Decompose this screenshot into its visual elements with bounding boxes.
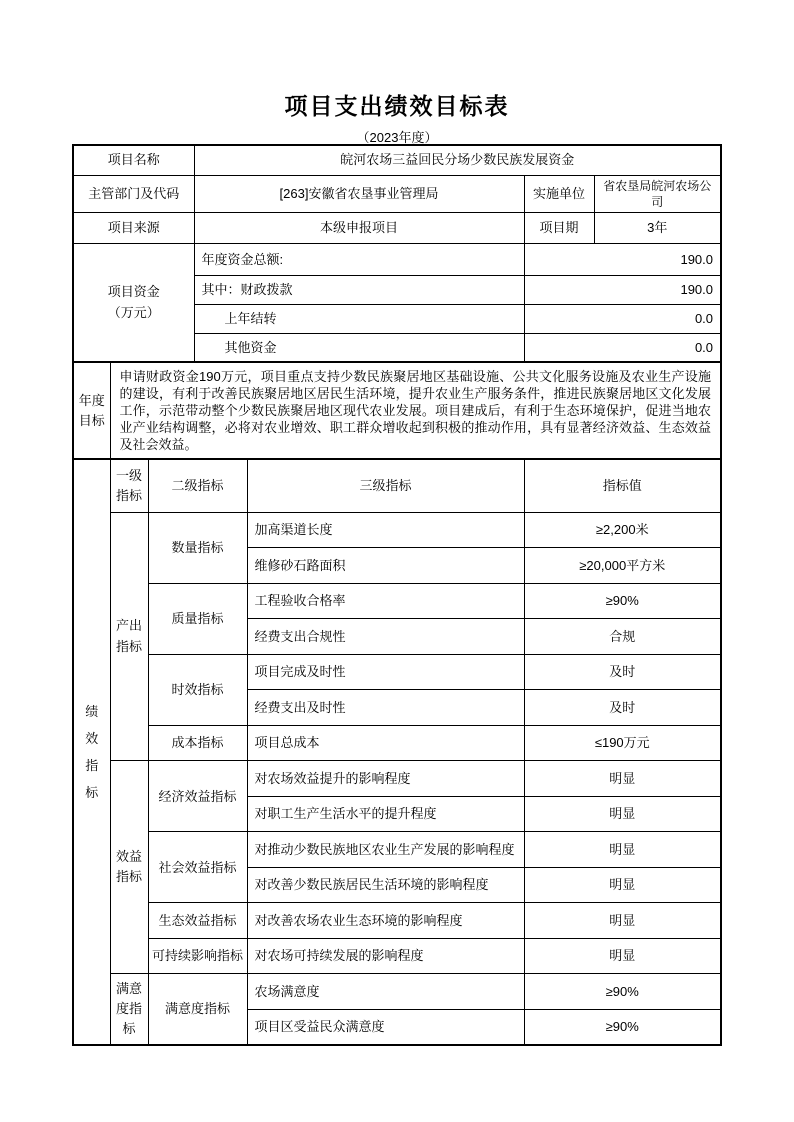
level2-cell: 生态效益指标 — [148, 903, 247, 939]
level2-cell: 质量指标 — [148, 583, 247, 654]
funding-item-cell: 上年结转 — [194, 304, 524, 333]
page-subtitle: （2023年度） — [356, 130, 438, 145]
level3-cell: 项目区受益民众满意度 — [247, 1009, 524, 1045]
level2-cell: 满意度指标 — [148, 974, 247, 1045]
level3-cell: 对改善少数民族居民生活环境的影响程度 — [247, 867, 524, 903]
table-row — [73, 175, 721, 212]
funding-value-cell: 190.0 — [524, 275, 721, 304]
table-row — [73, 145, 721, 175]
table-row — [73, 583, 721, 619]
info-label-cell: 项目来源 — [73, 212, 194, 243]
level2-cell: 社会效益指标 — [148, 832, 247, 903]
funding-label-cell — [73, 243, 194, 362]
level3-cell: 对职工生产生活水平的提升程度 — [247, 796, 524, 832]
indicator-value-cell: 明显 — [524, 867, 721, 903]
info-value-cell: 3年 — [594, 212, 721, 243]
table-row — [73, 903, 721, 939]
info-value-cell: 本级申报项目 — [194, 212, 524, 243]
form-tables — [72, 144, 720, 1046]
page-title: 项目支出绩效目标表 — [284, 93, 510, 119]
info-label-cell: 项目期 — [524, 212, 594, 243]
header-value: 指标值 — [524, 459, 721, 512]
indicator-value-cell: 合规 — [524, 619, 721, 655]
annual-goal-table — [72, 361, 722, 460]
wrapped-label: 产出指标 — [115, 618, 142, 654]
level3-cell: 经费支出合规性 — [247, 619, 524, 655]
level2-cell: 成本指标 — [148, 725, 247, 761]
indicators-table — [72, 458, 722, 1046]
indicator-value-cell: ≤190万元 — [524, 725, 721, 761]
level3-cell: 加高渠道长度 — [247, 512, 524, 548]
level2-cell: 数量指标 — [148, 512, 247, 583]
info-value-cell: 皖河农场三益回民分场少数民族发展资金 — [194, 145, 721, 175]
annual-goal-label-cell — [73, 362, 110, 459]
level1-cell — [110, 761, 148, 974]
level3-cell: 经费支出及时性 — [247, 690, 524, 726]
level3-cell: 项目完成及时性 — [247, 654, 524, 690]
funding-item-cell: 其他资金 — [194, 333, 524, 362]
indicator-value-cell: 明显 — [524, 938, 721, 974]
header-level2: 二级指标 — [148, 459, 247, 512]
level3-cell: 农场满意度 — [247, 974, 524, 1010]
table-row — [73, 243, 721, 275]
level3-cell: 项目总成本 — [247, 725, 524, 761]
table-row — [73, 725, 721, 761]
level1-cell — [110, 974, 148, 1045]
info-value-cell: [263]安徽省农垦事业管理局 — [194, 175, 524, 212]
funding-value-cell: 0.0 — [524, 333, 721, 362]
info-label-cell: 项目名称 — [73, 145, 194, 175]
wrapped-label: 效益指标 — [115, 849, 142, 885]
level2-cell: 可持续影响指标 — [148, 938, 247, 974]
info-funding-table — [72, 144, 722, 363]
table-row — [73, 938, 721, 974]
indicator-value-cell: ≥90% — [524, 974, 721, 1010]
performance-side-label-cell — [73, 459, 110, 1045]
indicator-value-cell: ≥20,000平方米 — [524, 548, 721, 584]
funding-item-cell: 年度资金总额: — [194, 243, 524, 275]
level2-cell: 时效指标 — [148, 654, 247, 725]
level1-cell — [110, 512, 148, 761]
indicator-value-cell: 及时 — [524, 654, 721, 690]
indicator-value-cell: 明显 — [524, 796, 721, 832]
table-row — [73, 761, 721, 797]
info-value-cell: 省农垦局皖河农场公司 — [594, 175, 721, 212]
indicator-value-cell: ≥90% — [524, 1009, 721, 1045]
table-row — [73, 459, 721, 512]
wrapped-label: 项目资金（万元） — [107, 284, 160, 320]
table-row — [73, 512, 721, 548]
table-row — [73, 654, 721, 690]
funding-value-cell: 0.0 — [524, 304, 721, 333]
annual-goal-text: 申请财政资金190万元，项目重点支持少数民族聚居地区基础设施、公共文化服务设施及农业生产设施的建设，有利于改善民族聚居地区居民生活环境，提升农业生产服务条件，推进民族聚居地区文化发展工作，示范带动整个少数民族聚居地区现代农业发展。项目建成后，有利于生态环境保护，促进当地农业产业结构调整，必将对农业增效、职工群众增收起到积极的推动作用，具有显著经济效益、生态效益及社会效益。 — [110, 362, 721, 459]
indicator-value-cell: 及时 — [524, 690, 721, 726]
annual-goal-label: 年度目标 — [78, 392, 105, 428]
level3-cell: 对农场效益提升的影响程度 — [247, 761, 524, 797]
funding-item-cell: 其中：财政拨款 — [194, 275, 524, 304]
level3-cell: 对推动少数民族地区农业生产发展的影响程度 — [247, 832, 524, 868]
table-row — [73, 974, 721, 1010]
indicator-value-cell: ≥2,200米 — [524, 512, 721, 548]
header-level3: 三级指标 — [247, 459, 524, 512]
info-label-cell: 实施单位 — [524, 175, 594, 212]
indicator-value-cell: ≥90% — [524, 583, 721, 619]
table-row — [73, 212, 721, 243]
header-level1-label: 一级指标 — [115, 467, 142, 504]
indicator-value-cell: 明显 — [524, 903, 721, 939]
indicators-body — [73, 459, 721, 1045]
funding-value-cell: 190.0 — [524, 243, 721, 275]
table-row — [73, 362, 721, 459]
level3-cell: 维修砂石路面积 — [247, 548, 524, 584]
header-level1 — [110, 459, 148, 512]
performance-side-label: 绩效指标 — [85, 703, 99, 801]
table-row — [73, 832, 721, 868]
indicator-value-cell: 明显 — [524, 761, 721, 797]
wrapped-label: 满意度指标 — [115, 980, 142, 1037]
info-funding-body — [73, 145, 721, 362]
indicator-value-cell: 明显 — [524, 832, 721, 868]
info-label-cell: 主管部门及代码 — [73, 175, 194, 212]
level2-cell: 经济效益指标 — [148, 761, 247, 832]
level3-cell: 对改善农场农业生态环境的影响程度 — [247, 903, 524, 939]
level3-cell: 对农场可持续发展的影响程度 — [247, 938, 524, 974]
level3-cell: 工程验收合格率 — [247, 583, 524, 619]
